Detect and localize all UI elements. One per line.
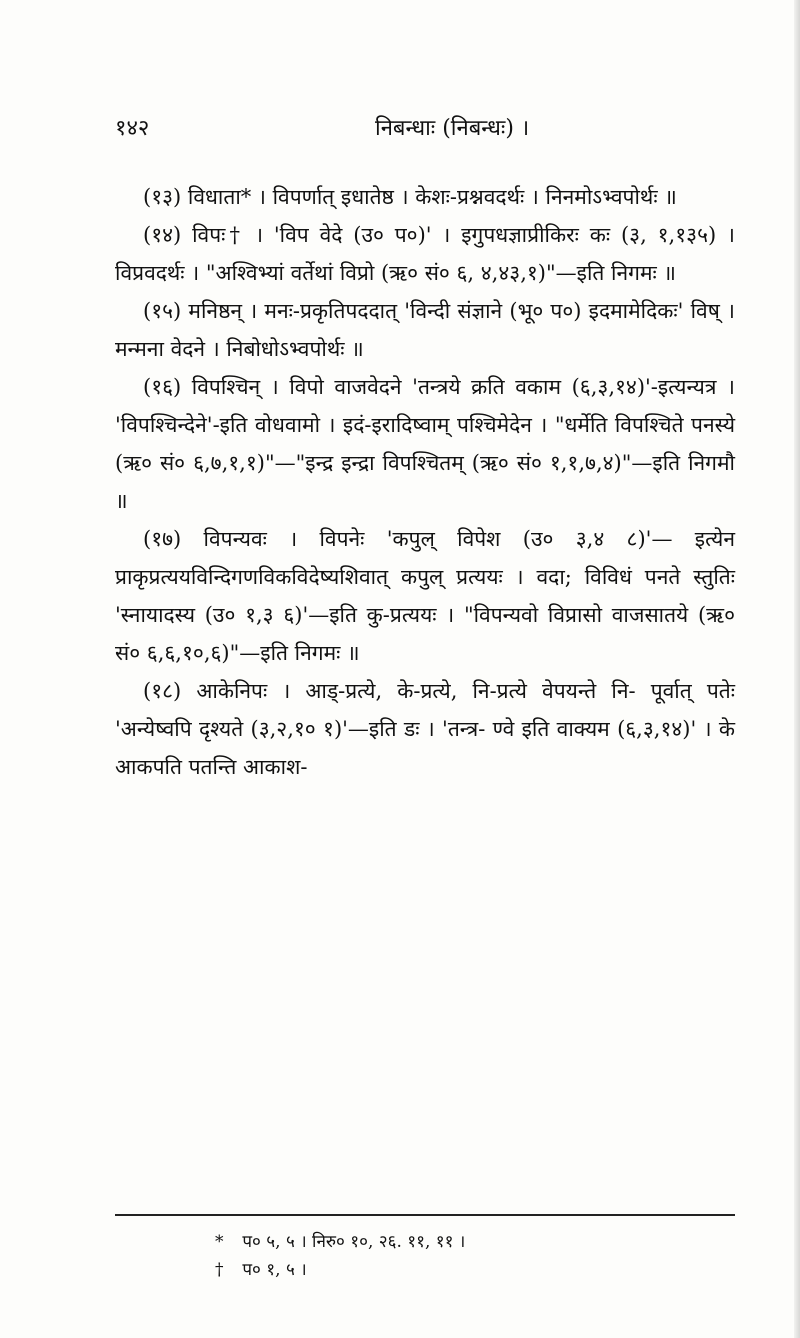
entry-paragraph: (१३) विधाता* । विपर्णात् इधातेष्ठ । केशः-प्रश्नवदर्थः । निनमोऽभ्वपोर्थः ॥ bbox=[143, 185, 677, 209]
page-edge bbox=[794, 0, 800, 1338]
entry-paragraph: (१७) विपन्यवः । विपनेः 'कपुल् विपेश (उ० ३,४ ८)'— इत्येन प्राकृप्रत्ययविन्दिगणविकविदेष्यशिवात् कपुल् प्रत्ययः । वदा; विविधं पनते स्तुतिः 'स्नायादस्य (उ० १,३ ६)'—इति कु-प्रत्ययः । "विपन्यवो विप्रासो वाजसातये (ऋ० सं० ६,६,१०,६)"—इति निगमः ॥ bbox=[115, 527, 735, 665]
footnote bbox=[215, 1256, 665, 1284]
footnote-divider bbox=[115, 1214, 735, 1216]
entry-paragraph: (१४) विपः† । 'विप वेदे (उ० प०)' । इगुपधज्ञाप्रीकिरः कः (३, १,१३५) । विप्रवदर्थः । "अश्विभ्यां वर्तेथां विप्रो (ऋ० सं० ६, ४,४३,१)"—इति निगमः ॥ bbox=[115, 223, 735, 285]
running-title: निबन्धाः (निबन्धः) । bbox=[375, 116, 530, 141]
footnote-mark: * bbox=[215, 1232, 224, 1252]
footnotes bbox=[215, 1228, 665, 1284]
main-text bbox=[115, 178, 735, 786]
entry-paragraph: (१६) विपश्चिन् । विपो वाजवेदने 'तन्त्रये क्रति वकाम (६,३,१४)'-इत्यन्यत्र । 'विपश्चिन्देने'-इति वोधवामो । इदं-इरादिष्वाम् पश्चिमेदेन । "धर्मेति विपश्चिते पनस्ये (ऋ० सं० ६,७,१,१)"—"इन्द्र इन्द्रा विपश्चितम् (ऋ० सं० १,१,७,४)"—इति निगमौ ॥ bbox=[115, 375, 735, 513]
footnote bbox=[215, 1228, 665, 1256]
page-number: १४२ bbox=[115, 116, 150, 141]
footnote-mark: † bbox=[215, 1260, 224, 1280]
entry-paragraph: (१५) मनिष्ठन् । मनः-प्रकृतिपददात् 'विन्दी संज्ञाने (भू० प०) इदमामेदिकः' विष् । मन्मना वेदने । निबोधोऽभ्वपोर्थः ॥ bbox=[115, 299, 735, 361]
footnote-text: प० ५, ५ । निरु० १०, २६. ११, ११ । bbox=[242, 1232, 466, 1252]
footnote-text: प० १, ५ । bbox=[242, 1260, 307, 1280]
page-header bbox=[115, 112, 735, 142]
entry-paragraph: (१८) आकेनिपः । आड्-प्रत्ये, के-प्रत्ये, नि-प्रत्ये वेपयन्ते नि- पूर्वात् पतेः 'अन्येष्वपि दृश्यते (३,२,१० १)'—इति डः । 'तन्त्र- ण्वे इति वाक्यम (६,३,१४)' । के आकपति पतन्ति आकाश- bbox=[115, 679, 735, 779]
